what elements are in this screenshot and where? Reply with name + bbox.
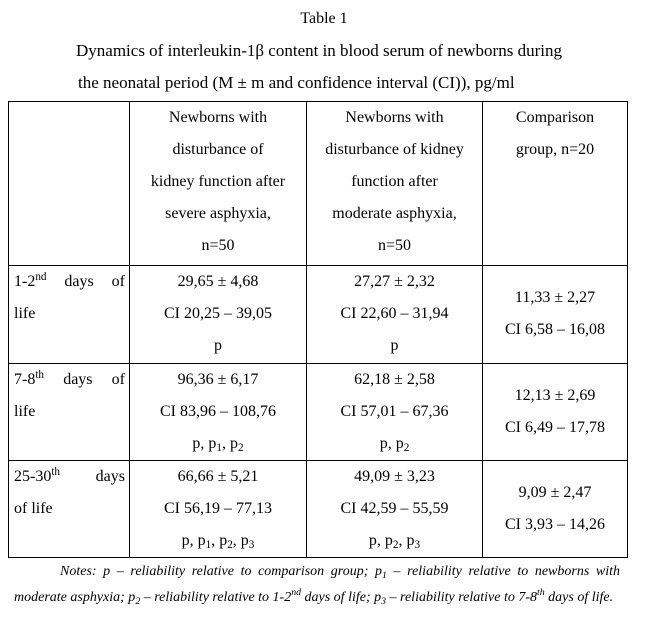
header-moderate-asphyxia <box>307 102 483 266</box>
header-line: disturbance of <box>172 141 264 158</box>
moderate-value-cell <box>307 266 483 363</box>
table-label: Table 1 <box>300 10 348 27</box>
moderate-value-cell <box>307 460 483 557</box>
row-label-of: of <box>111 370 125 388</box>
ci-value: CI 6,49 – 17,78 <box>505 418 605 436</box>
header-line: kidney function after <box>150 173 286 190</box>
row-label-life: life <box>14 402 36 420</box>
header-line: disturbance of kidney <box>325 141 464 158</box>
row-label-life: of life <box>14 499 53 517</box>
ci-value: CI 57,01 – 67,36 <box>340 402 449 420</box>
header-comparison-group <box>483 102 628 266</box>
table-row <box>9 266 628 363</box>
row-label-day-range: 1-2 <box>14 273 36 291</box>
row-label-life: life <box>14 305 36 323</box>
mean-value: 11,33 ± 2,27 <box>514 289 596 307</box>
header-line: severe asphyxia, <box>165 205 271 222</box>
moderate-value-cell <box>307 363 483 460</box>
header-line: n=50 <box>377 237 412 254</box>
row-label-cell <box>9 460 130 557</box>
notes-text: Notes: p – reliability relative to comparison group; $p_1$ – reliability relative to newborns with moderate asphyxia; $p_2$ – reliability relative to 1-2nd days of life; $p_3$ – reliability relative to 7-8th days of life. <box>14 564 621 607</box>
comparison-value-cell <box>483 266 628 363</box>
row-label-days: days <box>95 467 125 485</box>
header-line: n=50 <box>201 237 235 254</box>
mean-value: 62,18 ± 2,58 <box>354 370 435 388</box>
severe-value-cell <box>130 266 307 363</box>
table-notes <box>14 559 620 611</box>
header-line: Comparison <box>515 109 595 126</box>
ci-value: CI 56,19 – 77,13 <box>164 499 272 517</box>
ci-value: CI 6,58 – 16,08 <box>505 321 605 339</box>
row-label-ordinal: th <box>35 368 45 381</box>
row-label-days: days <box>64 273 94 291</box>
header-line: function after <box>351 173 438 190</box>
ci-value: CI 20,25 – 39,05 <box>164 305 272 323</box>
header-corner-cell <box>9 102 130 266</box>
p-value: p, $p_1$, $p_2$, $p_3$ <box>181 531 255 551</box>
table-title-line-2: the neonatal period (M ± m and confidence interval (CI)), pg/ml <box>78 73 515 92</box>
table-title-line-1: Dynamics of interleukin-1β content in blood serum of newborns during <box>76 41 562 60</box>
p-value: p, $p_2$, $p_3$ <box>368 531 421 551</box>
p-value: p, $p_2$ <box>379 434 410 454</box>
mean-value: 12,13 ± 2,69 <box>514 386 596 404</box>
table-row <box>9 363 628 460</box>
p-value: p <box>214 337 222 355</box>
mean-value: 9,09 ± 2,47 <box>518 483 592 501</box>
header-line: group, n=20 <box>515 141 595 158</box>
comparison-value-cell <box>483 363 628 460</box>
header-severe-asphyxia <box>130 102 307 266</box>
p-value: p, $p_1$, $p_2$ <box>192 434 244 454</box>
ci-value: CI 42,59 – 55,59 <box>340 499 449 517</box>
header-line: Newborns with <box>168 109 268 126</box>
row-label-day-range: 7-8 <box>14 370 36 388</box>
table-row <box>9 460 628 557</box>
row-label-cell <box>9 266 130 363</box>
row-label-ordinal: nd <box>35 271 47 284</box>
header-line: moderate asphyxia, <box>332 205 457 222</box>
row-label-ordinal: th <box>51 465 61 478</box>
row-label-day-range: 25-30 <box>14 467 52 485</box>
severe-value-cell <box>130 363 307 460</box>
mean-value: 29,65 ± 4,68 <box>177 273 259 291</box>
p-value: p <box>390 337 399 355</box>
mean-value: 66,66 ± 5,21 <box>177 467 259 485</box>
row-label-cell <box>9 363 130 460</box>
row-label-of: of <box>111 273 125 291</box>
ci-value: CI 3,93 – 14,26 <box>505 515 605 533</box>
header-line: Newborns with <box>345 109 444 126</box>
row-label-days: days <box>63 370 93 388</box>
severe-value-cell <box>130 460 307 557</box>
mean-value: 96,36 ± 6,17 <box>177 370 259 388</box>
header-row <box>9 102 628 266</box>
comparison-value-cell <box>483 460 628 557</box>
data-table <box>8 101 628 558</box>
mean-value: 49,09 ± 3,23 <box>354 467 435 485</box>
ci-value: CI 22,60 – 31,94 <box>340 305 449 323</box>
ci-value: CI 83,96 – 108,76 <box>160 402 276 420</box>
mean-value: 27,27 ± 2,32 <box>354 273 435 291</box>
